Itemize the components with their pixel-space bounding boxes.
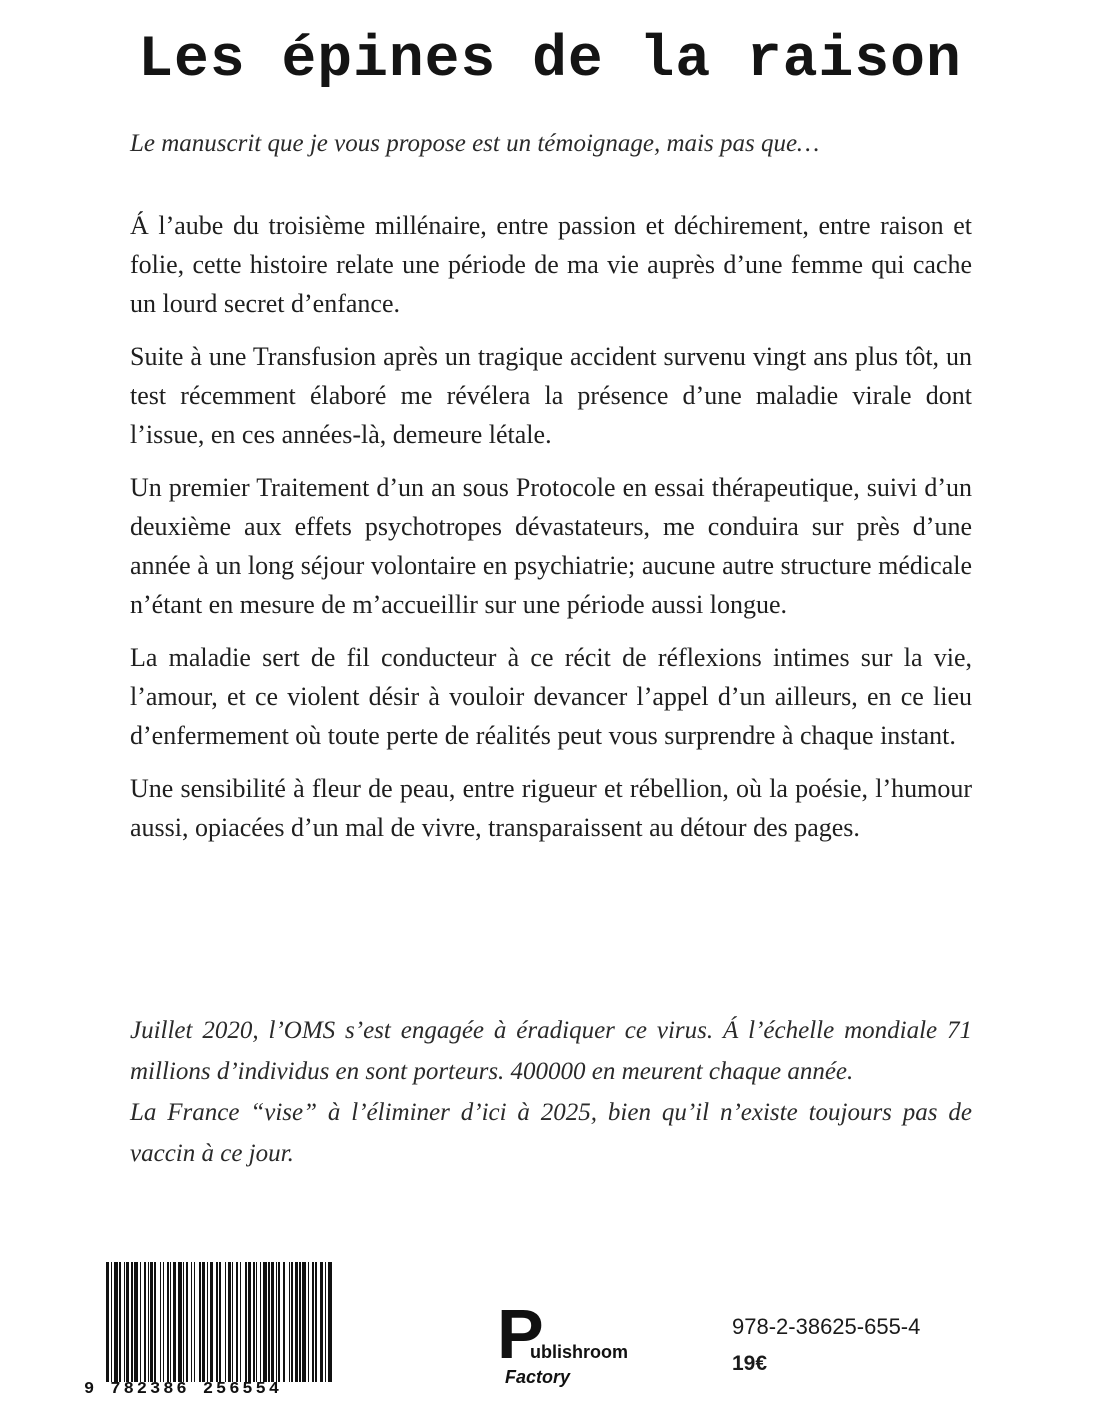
publisher-logo-line1: ublishroom [530,1342,628,1362]
synopsis [130,206,972,861]
synopsis-paragraph: Une sensibilité à fleur de peau, entre rigueur et rébellion, où la poésie, l’humour aussi, opiacées d’un mal de vivre, transparaissent au détour des pages. [130,774,972,842]
synopsis-paragraph: La maladie sert de fil conducteur à ce récit de réflexions intimes sur la vie, l’amour, et ce violent désir à vouloir devancer l’appel d’un ailleurs, en ce lieu d’enfermement où toute perte de réalités peut vous surprendre à chaque instant. [130,643,972,750]
publisher-logo-line2: Factory [505,1367,571,1387]
note-paragraph: La France “vise” à l’éliminer d’ici à 2025, bien qu’il n’existe toujours pas de vaccin à ce jour. [130,1099,972,1167]
barcode [84,1262,336,1402]
price: 19€ [732,1352,768,1375]
book-title: Les épines de la raison [138,28,962,93]
synopsis-paragraph: Un premier Traitement d’un an sous Protocole en essai thérapeutique, suivi d’un deuxième aux effets psychotropes dévastateurs, me conduira sur près d’une année à un long séjour volontaire en psychiatrie; aucune autre structure médicale n’étant en mesure de m’accueillir sur une période aussi longue. [130,473,972,619]
note-paragraph: Juillet 2020, l’OMS s’est engagée à éradiquer ce virus. Á l’échelle mondiale 71 millions d’individus en sont porteurs. 400000 en meurent chaque année. [130,1017,972,1085]
publisher-logo [497,1295,657,1395]
isbn: 978-2-38625-655-4 [732,1314,921,1339]
intro-line: Le manuscrit que je vous propose est un témoignage, mais pas que… [130,130,820,157]
synopsis-paragraph: Suite à une Transfusion après un tragique accident survenu vingt ans plus tôt, un test récemment élaboré me révélera la présence d’une maladie virale dont l’issue, en ces années-là, demeure létale. [130,342,972,449]
barcode-bars [106,1262,334,1382]
publisher-logo-letter: P [497,1295,544,1373]
closing-notes [130,1010,972,1174]
barcode-bar [328,1262,332,1382]
synopsis-paragraph: Á l’aube du troisième millénaire, entre passion et déchirement, entre raison et folie, cette histoire relate une période de ma vie auprès d’une femme qui cache un lourd secret d’enfance. [130,211,972,318]
barcode-digits: 9 782386 256554 [84,1380,283,1399]
